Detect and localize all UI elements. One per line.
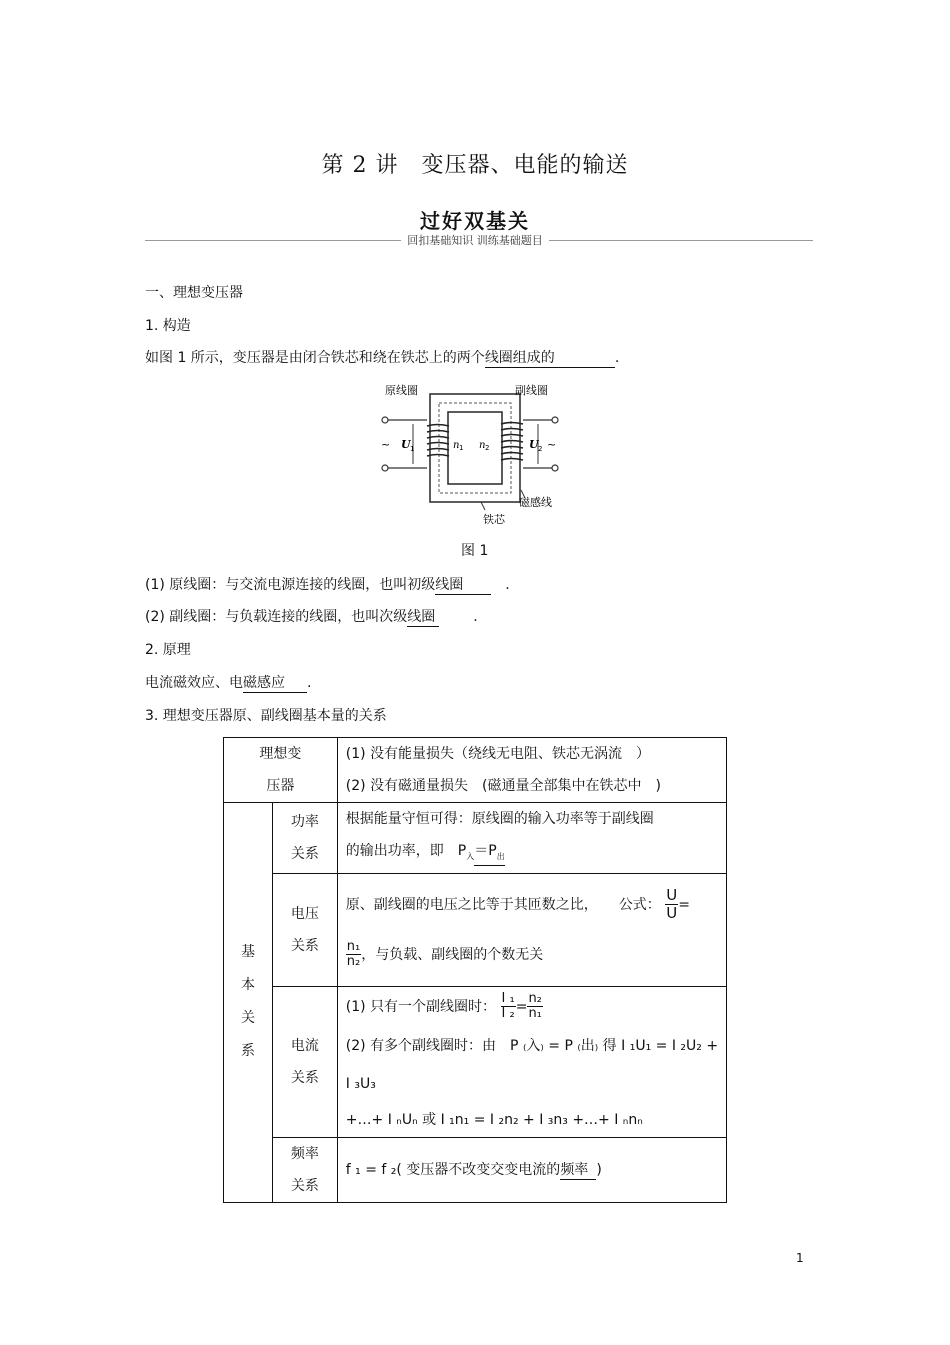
label-n1: n [453, 440, 460, 451]
frequency-label-cell: 频率 关系 [272, 1137, 337, 1202]
frequency-blank: 频率 [560, 1162, 596, 1180]
label-primary-coil: 原线圈 [385, 384, 418, 397]
power-label-cell: 功率 关系 [272, 803, 337, 874]
page-number: 1 [796, 1251, 804, 1265]
table-row [224, 873, 727, 986]
item1-blank: 线圈 [435, 577, 491, 595]
svg-text:1: 1 [459, 444, 464, 452]
power-relation-cell: 根据能量守恒可得：原线圈的输入功率等于副线圈 的输出功率，即 $P_入=P_出$ [337, 803, 726, 874]
svg-text:2: 2 [485, 444, 490, 452]
structure-paragraph: 如图 1 所示，变压器是由闭合铁芯和绕在铁芯上的两个线圈组成的 . [145, 350, 620, 366]
section-heading: 一、理想变压器 [145, 285, 243, 301]
figure-caption: 图 1 [461, 543, 489, 559]
turns-ratio: $\frac{\text{n₁}}{\text{n₂}}$ [346, 939, 361, 970]
page-title: 第 2 讲 变压器、电能的输送 [321, 153, 629, 178]
label-secondary-coil: 副线圈 [515, 384, 548, 397]
structure-heading: 1. 构造 [145, 318, 191, 334]
voltage-label-cell: 电压 关系 [272, 873, 337, 986]
core-outer [430, 394, 520, 502]
table-row [224, 803, 727, 874]
table-row [224, 1137, 727, 1202]
section-banner: 过好双基关 [420, 209, 530, 233]
frequency-relation-cell: f ₁ = f ₂( 变压器不改变交变电流的频率 ) [337, 1137, 726, 1202]
item2-blank: 线圈 [407, 609, 439, 627]
current-label-cell: 电流 关系 [272, 986, 337, 1137]
primary-coil-item: (1) 原线圈：与交流电源连接的线圈，也叫初级线圈 . [145, 577, 510, 593]
voltage-relation-cell: 原、副线圈的电压之比等于其匝数之比， 公式： $\frac{U}{U}$ = $\frac{\text{n₁}}{\text{n₂}}$ ，与负载、副线圈的个数无关 [337, 873, 726, 986]
label-u1: U [401, 438, 411, 451]
structure-blank: 线圈组成的 [485, 350, 615, 368]
table-row [224, 738, 727, 803]
label-u2: U [529, 438, 539, 451]
label-n2: n [479, 440, 486, 451]
label-ac-source-2: ~ [547, 438, 557, 451]
secondary-coil-item: (2) 副线圈：与负载连接的线圈，也叫次级线圈 . [145, 609, 478, 625]
principle-text: 电流磁效应、电磁感应 . [145, 675, 312, 691]
svg-text:1: 1 [410, 445, 415, 453]
principle-blank: 磁感应 [243, 675, 307, 693]
label-ac-source-1: ~ [381, 438, 391, 451]
relation-table [223, 737, 727, 1203]
voltage-ratio: $\frac{U}{U}$ [666, 886, 678, 923]
svg-text:2: 2 [538, 445, 543, 453]
basic-relations-label: 基 本 关 系 [224, 803, 273, 1203]
ideal-conditions-cell: (1) 没有能量损失（绕线无电阻、铁芯无涡流 ） (2) 没有磁通量损失 (磁通量全部集中在铁芯中 ) [337, 738, 726, 803]
relation-heading: 3. 理想变压器原、副线圈基本量的关系 [145, 708, 387, 724]
ideal-label-cell: 理想变 压器 [224, 738, 338, 803]
label-core: 铁芯 [483, 513, 505, 526]
table-row [224, 986, 727, 1137]
flux-line [439, 403, 511, 493]
principle-heading: 2. 原理 [145, 642, 191, 658]
current-relation-cell: (1) 只有一个副线圈时： $\frac{\text{I ₁}}{\text{I ₂}}$ = $\frac{\text{n₂}}{\text{n₁}}$ (2) 有多个副线圈时：由 P ₍入₎ = P ₍出₎ 得 I ₁U₁ = I ₂U₂ + I ₃U₃ +…+ I ₙUₙ 或 I ₁n₁ = I ₂n₂ + I ₃n₃ +…+ I ₙnₙ [337, 986, 726, 1137]
transformer-diagram [375, 378, 565, 530]
label-flux: 磁感线 [519, 496, 552, 509]
banner-subtitle: 回扣基础知识 训练基础题目 [0, 232, 950, 248]
current-ratio: $\frac{\text{I ₁}}{\text{I ₂}}$ [501, 991, 515, 1022]
turns-ratio-inverse: $\frac{\text{n₂}}{\text{n₁}}$ [528, 991, 542, 1022]
